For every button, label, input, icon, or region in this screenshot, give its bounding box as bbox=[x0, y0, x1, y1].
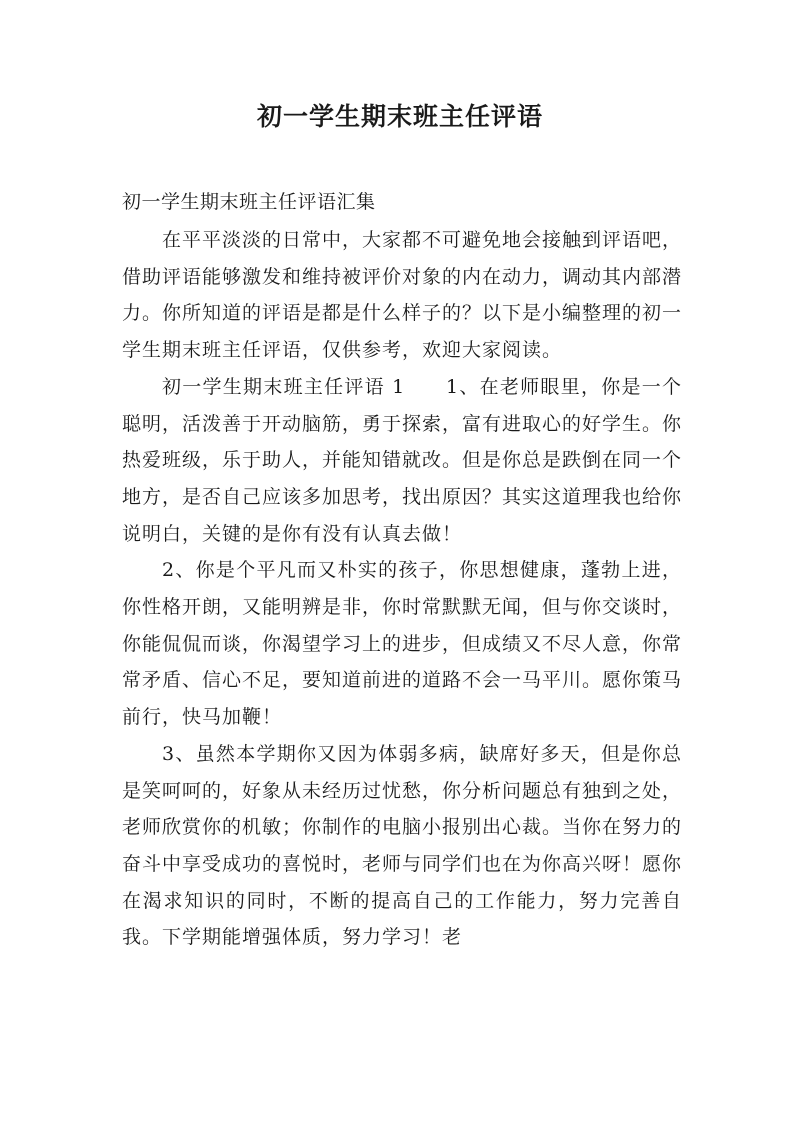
paragraph-intro: 在平平淡淡的日常中，大家都不可避免地会接触到评语吧，借助评语能够激发和维持被评价对象的内在动力，调动其内部潜力。你所知道的评语是都是什么样子的？以下是小编整理的初一学生期末班主任评语，仅供参考，欢迎大家阅读。 bbox=[122, 229, 683, 362]
document-body bbox=[122, 222, 682, 956]
paragraph-comment-2: 2、你是个平凡而又朴实的孩子，你思想健康，蓬勃上进，你性格开朗，又能明辨是非，你时常默默无闻，但与你交谈时，你能侃侃而谈，你渴望学习上的进步，但成绩又不尽人意，你常常矛盾、信心不足，要知道前进的道路不会一马平川。愿你策马前行，快马加鞭！ bbox=[122, 559, 683, 729]
document-title: 初一学生期末班主任评语 bbox=[256, 102, 543, 131]
document-subtitle: 初一学生期末班主任评语汇集 bbox=[122, 191, 376, 213]
paragraph-comment-3: 3、虽然本学期你又因为体弱多病，缺席好多天，但是你总是笑呵呵的，好象从未经历过忧愁，你分析问题总有独到之处，老师欣赏你的机敏；你制作的电脑小报别出心裁。当你在努力的奋斗中享受成功的喜悦时，老师与同学们也在为你高兴呀！愿你在渴求知识的同时，不断的提高自己的工作能力，努力完善自我。下学期能增强体质，努力学习！老 bbox=[122, 742, 683, 949]
paragraph-comment-1: 初一学生期末班主任评语 1 1、在老师眼里，你是一个聪明，活泼善于开动脑筋，勇于探索，富有进取心的好学生。你热爱班级，乐于助人，并能知错就改。但是你总是跌倒在同一个地方，是否自己应该多加思考，找出原因？其实这道理我也给你说明白，关键的是你有没有认真去做！ bbox=[122, 375, 683, 545]
